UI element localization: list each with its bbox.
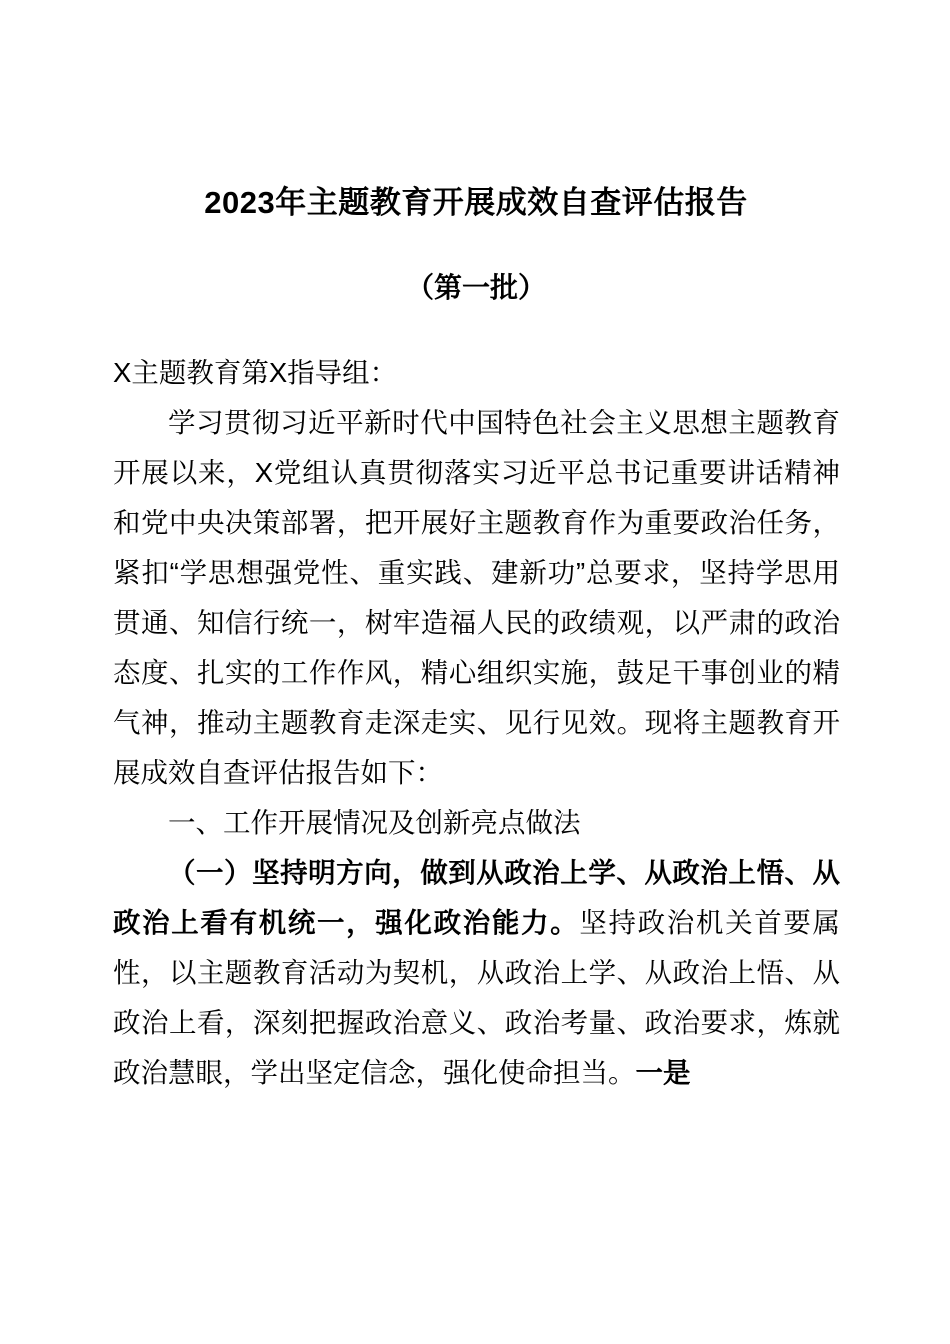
salutation-line: X主题教育第X指导组： xyxy=(113,357,398,388)
text-run: 学习贯彻习近平新时代中国特色社会主义思想主题教育开展以来，X党组认真贯彻落实习近平总书记重要讲话精神和党中央决策部署，把开展好主题教育作为重要政治任务，紧扣“学思想强党性、重实践、建新功”总要求，坚持学思用贯通、知信行统一，树牢造福人民的政绩观，以严肃的政治态度、扎实的工作作风，精心组织实施，鼓足干事创业的精气神，推动主题教育走深走实、见行见效。现将主题教育开展成效自查评估报告如下： xyxy=(113,407,840,788)
page-title: 2023年主题教育开展成效自查评估报告 xyxy=(204,185,748,220)
document-body xyxy=(113,348,840,1098)
page-subtitle: （第一批） xyxy=(405,272,546,303)
text-run-bold-lead: （一）坚持明方向，做到从政治上学、从政治上悟、从政治上看有机统一，强化政治能力。 xyxy=(113,857,840,938)
paragraph-opening xyxy=(113,398,840,798)
paragraph-subsection-one xyxy=(113,848,840,1098)
text-run-bold-tail: 一是 xyxy=(635,1057,691,1088)
text-run-body: 坚持政治机关首要属性，以主题教育活动为契机，从政治上学、从政治上悟、从政治上看，深刻把握政治意义、政治考量、政治要求，炼就政治慧眼，学出坚定信念，强化使命担当。 xyxy=(113,907,841,1088)
text-run: 一、工作开展情况及创新亮点做法 xyxy=(168,807,581,838)
section-one-heading xyxy=(113,798,840,848)
